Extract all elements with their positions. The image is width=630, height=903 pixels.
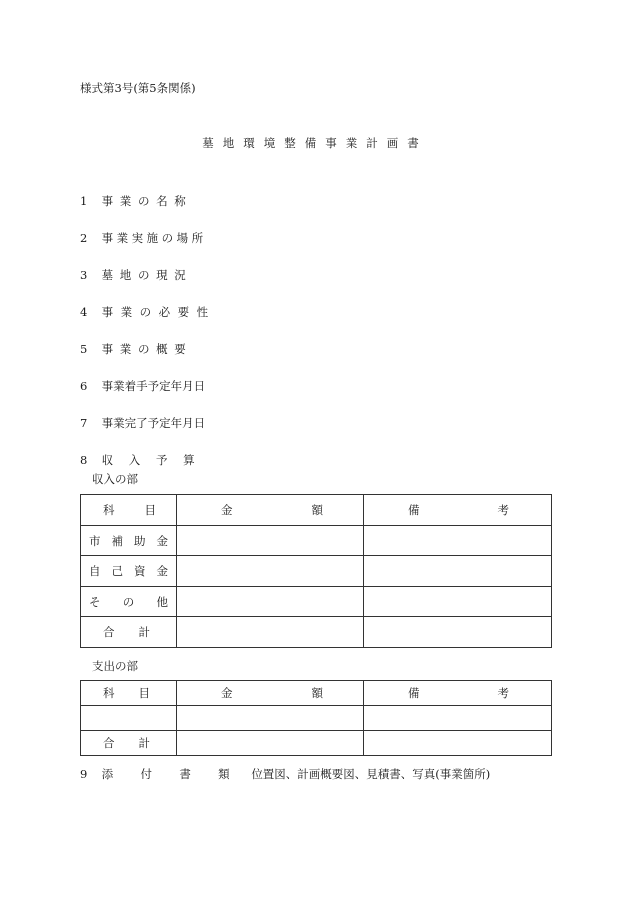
item-3 [80, 267, 187, 283]
item-number: 4 [80, 305, 88, 319]
expense-header-row [81, 681, 552, 706]
item-8 [80, 452, 201, 468]
item-number: 5 [80, 342, 88, 356]
item-number: 9 [80, 767, 88, 781]
item-number: 7 [80, 416, 88, 430]
item-number: 6 [80, 379, 88, 393]
remarks-cell[interactable] [364, 587, 552, 617]
item-9 [80, 766, 490, 782]
table-row [81, 556, 552, 587]
total-row [81, 617, 552, 648]
item-label: 墓 地 の 現 況 [101, 268, 188, 282]
total-remarks-cell[interactable] [364, 731, 552, 756]
table-row [81, 526, 552, 556]
amount-cell[interactable] [177, 526, 364, 556]
item-number: 2 [80, 231, 88, 245]
income-header-row [81, 495, 552, 526]
amount-cell[interactable] [177, 556, 364, 587]
item-label: 収 入 予 算 [101, 453, 201, 467]
item-label: 事業の必要性 [101, 305, 216, 319]
row-label: そ の 他 [81, 587, 177, 617]
item-label: 添 付 書 類 [101, 767, 230, 781]
item-label: 事業着手予定年月日 [101, 379, 206, 393]
amount-cell[interactable] [177, 587, 364, 617]
item-label: 事業完了予定年月日 [101, 416, 206, 430]
header-subject: 科 目 [81, 495, 177, 526]
item-1 [80, 193, 222, 209]
table-row [81, 587, 552, 617]
row-label: 市 補 助 金 [81, 526, 177, 556]
form-number: 様式第3号(第5条関係) [80, 81, 196, 95]
attachments-value: 位置図、計画概要図、見積書、写真(事業箇所) [251, 767, 491, 781]
income-section-title: 収入の部 [92, 472, 138, 486]
expense-table [80, 680, 552, 756]
item-2 [80, 230, 207, 246]
expense-section-title: 支出の部 [92, 659, 138, 673]
remarks-cell[interactable] [364, 556, 552, 587]
item-label: 事業実施の場所 [101, 231, 207, 245]
total-label: 合 計 [81, 617, 177, 648]
header-amount: 金 額 [177, 681, 364, 706]
header-subject: 科 目 [81, 681, 177, 706]
item-7 [80, 415, 205, 431]
remarks-cell[interactable] [364, 526, 552, 556]
document-title: 墓地環境整備事業計画書 [202, 136, 428, 150]
total-remarks-cell[interactable] [364, 617, 552, 648]
item-5 [80, 341, 187, 357]
item-6 [80, 378, 205, 394]
income-table [80, 494, 552, 648]
amount-cell[interactable] [177, 706, 364, 731]
header-amount: 金 額 [177, 495, 364, 526]
row-label: 自 己 資 金 [81, 556, 177, 587]
remarks-cell[interactable] [364, 706, 552, 731]
total-row [81, 731, 552, 756]
total-amount-cell[interactable] [177, 617, 364, 648]
header-remarks: 備 考 [364, 495, 552, 526]
total-label: 合 計 [81, 731, 177, 756]
item-4 [80, 304, 216, 320]
item-number: 1 [80, 194, 88, 208]
header-remarks: 備 考 [364, 681, 552, 706]
item-label: 事 業 の 名 称 [101, 194, 188, 208]
total-amount-cell[interactable] [177, 731, 364, 756]
item-number: 3 [80, 268, 88, 282]
table-row [81, 706, 552, 731]
subject-cell[interactable] [81, 706, 177, 731]
item-number: 8 [80, 453, 88, 467]
item-label: 事 業 の 概 要 [101, 342, 188, 356]
